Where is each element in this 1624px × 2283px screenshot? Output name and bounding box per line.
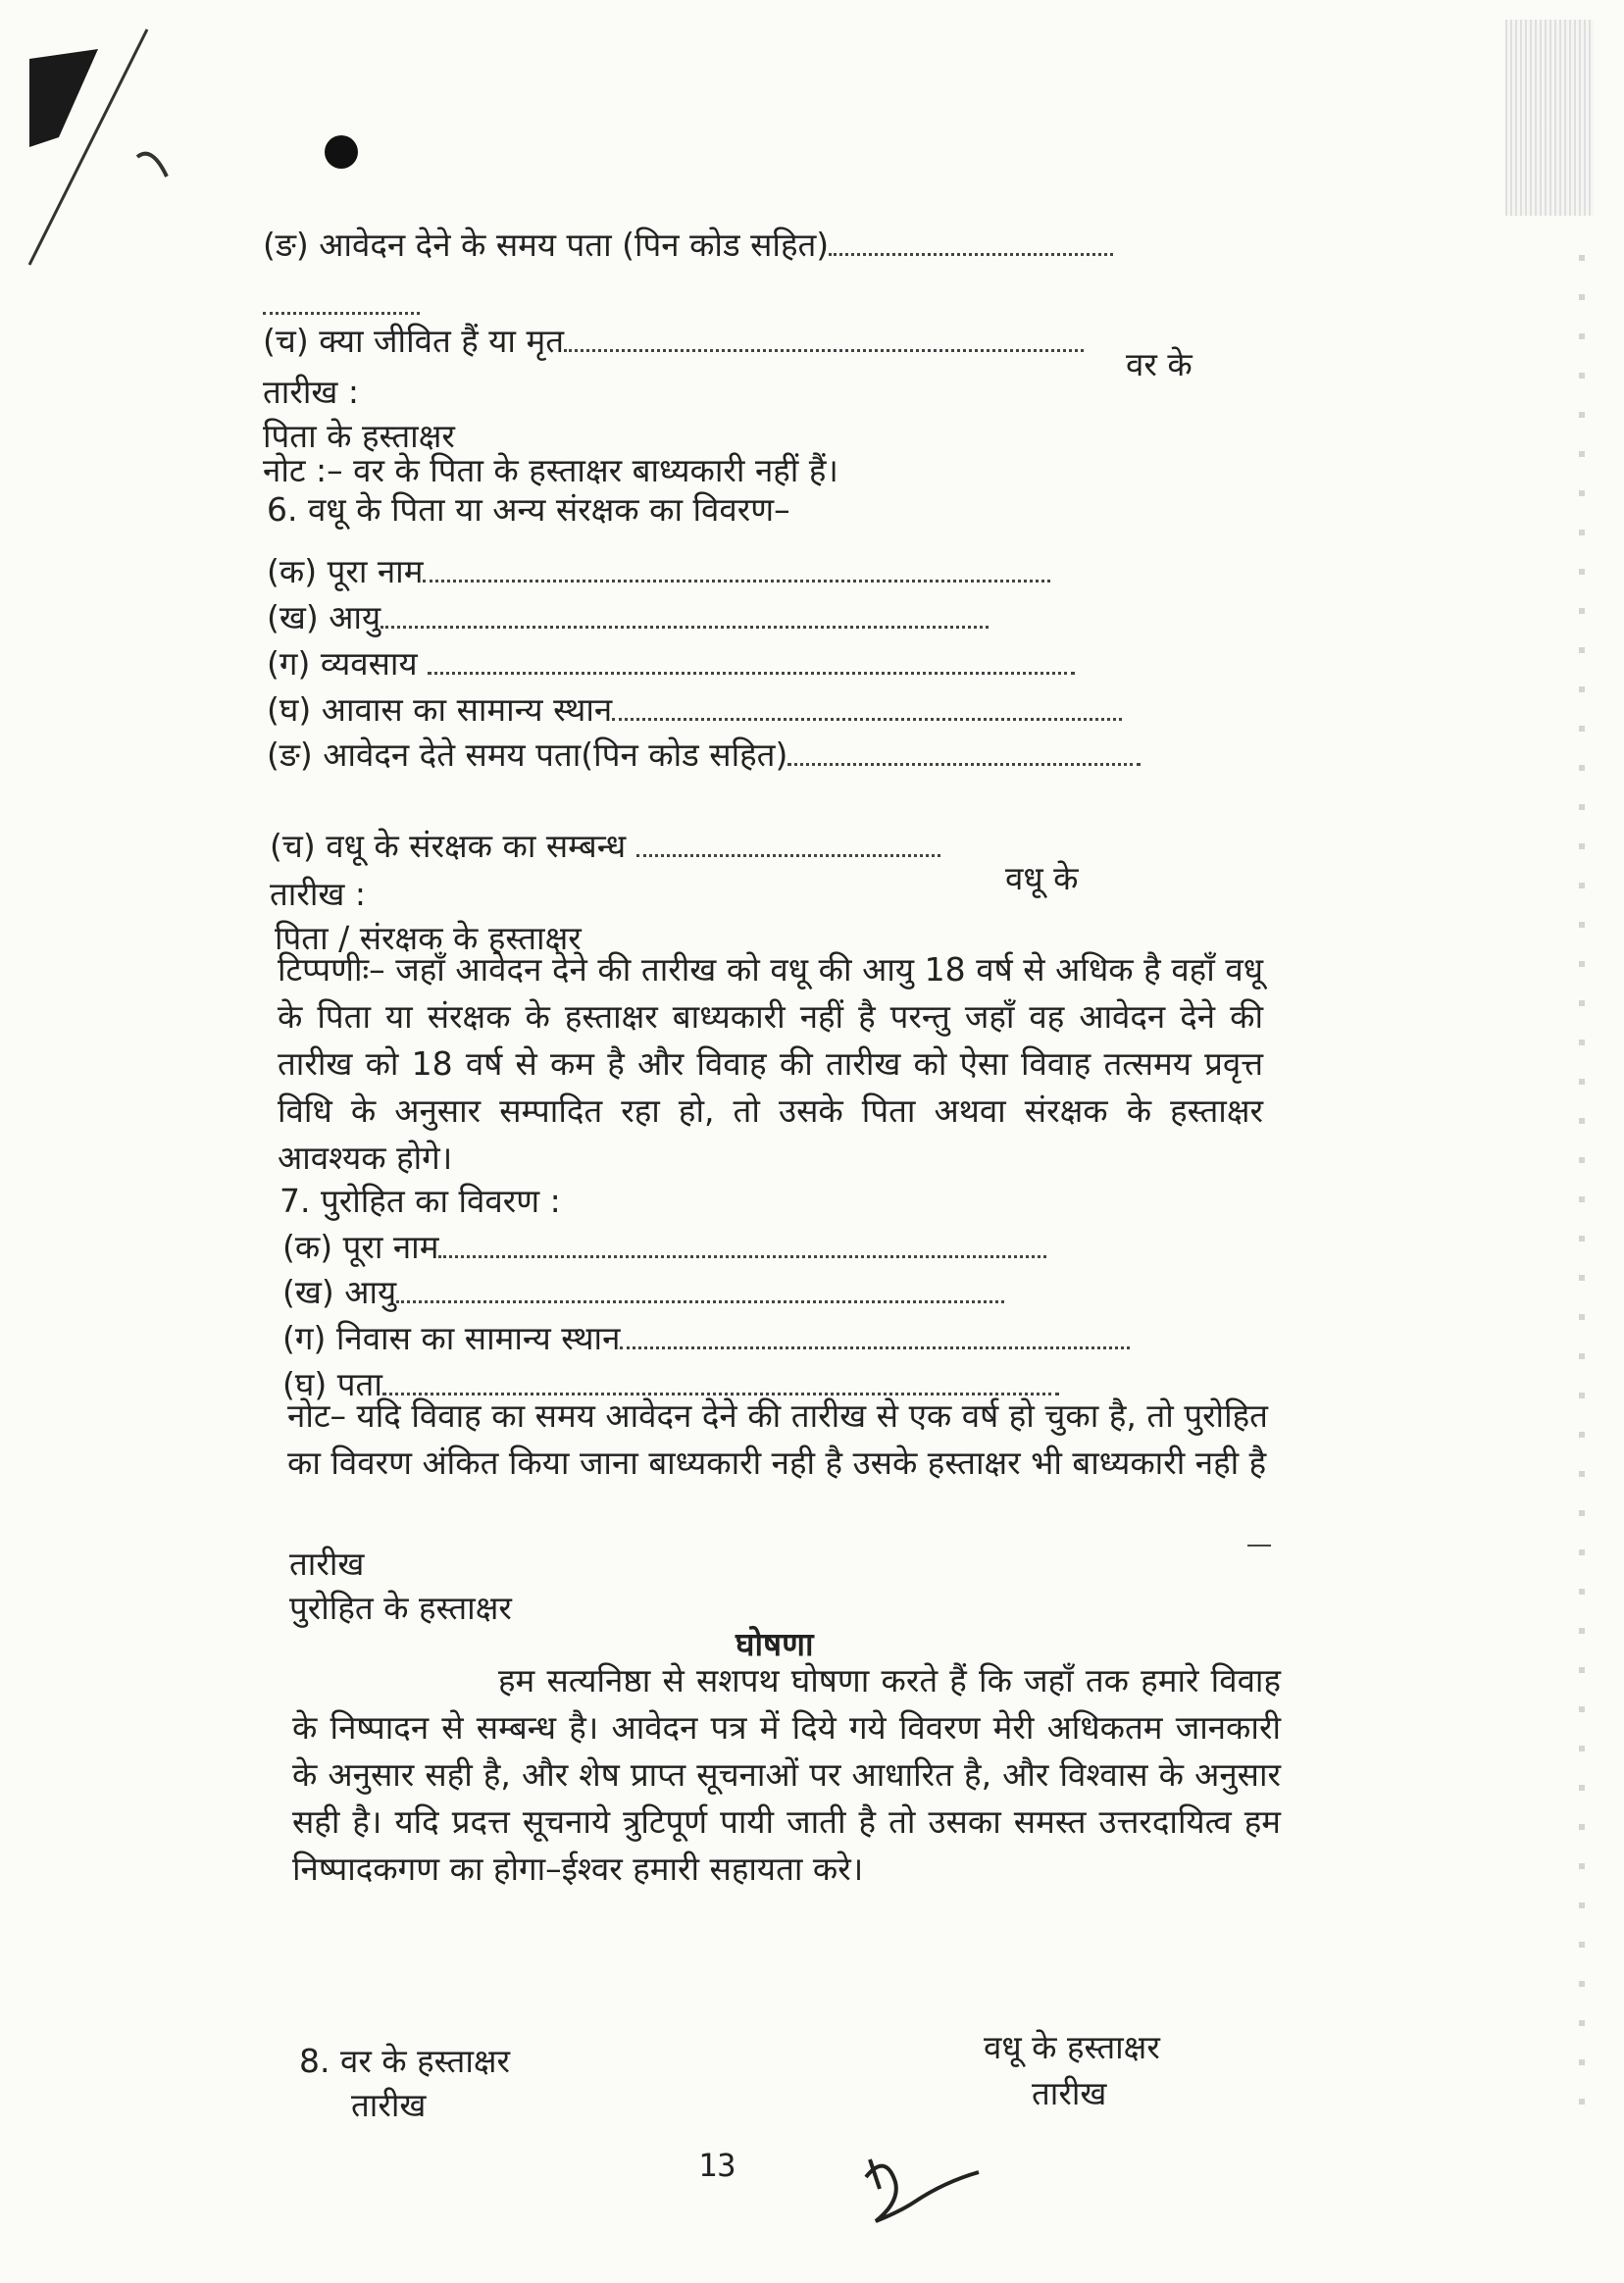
date-label: तारीख : (263, 373, 360, 411)
fill-dots (381, 600, 989, 629)
field-full-name (267, 552, 1050, 591)
fill-dots (564, 324, 1084, 352)
field-residence (267, 690, 1122, 730)
field-label: पता (336, 1365, 382, 1403)
field-label: आवास का सामान्य स्थान (321, 690, 613, 729)
field-prefix: (च) (270, 827, 316, 865)
groom-signature-label: 8. वर के हस्ताक्षर (299, 2042, 511, 2080)
page-number: 13 (698, 2147, 736, 2184)
priest-signature-label: पुरोहित के हस्ताक्षर (289, 1589, 512, 1627)
field-address-bride-guardian (267, 736, 1141, 775)
fill-dots (263, 286, 420, 315)
field-label: व्यवसाय (320, 644, 418, 683)
handwritten-initials (848, 2148, 986, 2236)
field-prefix: (ख) (267, 598, 319, 636)
field-alive-or-dead (263, 322, 1084, 361)
declaration-text: हम सत्यनिष्ठा से सशपथ घोषणा करते हैं कि जहॉं तक हमारे विवाह के निष्पादन से सम्बन्ध है। आवेदन पत्र में दिये गये विवरण मेरी अधिकतम जानकारी के अनुसार सही है, और शेष प्राप्त सूचनाओं पर आधारित है, और विश्वास के अनुसार सही है। यदि प्रदत्त सूचनाये त्रुटिपूर्ण पायी जाती है तो उसका समस्त उत्तरदायित्व हम निष्पादकगण का होगा–ईश्वर हमारी सहायता करे। (292, 1661, 1281, 1888)
fill-dots (636, 829, 940, 857)
field-address-continuation (263, 284, 420, 324)
field-prefix: (घ) (267, 690, 312, 729)
priest-field-age (282, 1273, 1004, 1312)
section-6-heading: 6. वधू के पिता या अन्य संरक्षक का विवरण– (267, 490, 790, 529)
guardian-signature-label: पिता / संरक्षक के हस्ताक्षर (275, 919, 582, 957)
field-occupation (267, 644, 1075, 684)
stray-dash (1247, 1545, 1271, 1547)
field-prefix: (क) (282, 1228, 333, 1266)
priest-date-label: तारीख (289, 1545, 365, 1583)
field-label: आयु (329, 598, 381, 636)
field-label: वधू के संरक्षक का सम्बन्ध (326, 827, 627, 865)
note-groom-father: नोट :– वर के पिता के हस्ताक्षर बाध्यकारी नहीं हैं। (263, 451, 838, 489)
date-label: तारीख : (270, 875, 367, 913)
field-label: आयु (344, 1273, 397, 1311)
field-label: पूरा नाम (342, 1228, 439, 1266)
field-label: निवास का सामान्य स्थान (335, 1319, 621, 1357)
field-label: क्या जीवित हैं या मृत (319, 322, 565, 360)
bride-signature-label: वधू के हस्ताक्षर (984, 2028, 1160, 2066)
field-prefix: (ङ) (267, 736, 313, 774)
fill-dots (438, 1230, 1046, 1258)
field-prefix: (च) (263, 322, 309, 360)
fill-dots (829, 228, 1113, 256)
father-signature-label: पिता के हस्ताक्षर (263, 417, 455, 455)
fill-dots (382, 1367, 1059, 1395)
field-prefix: (क) (267, 552, 318, 590)
field-prefix: (ख) (282, 1273, 334, 1311)
field-prefix: (ङ) (263, 226, 309, 264)
note-priest: नोट– यदि विवाह का समय आवेदन देने की तारीख से एक वर्ष हो चुका है, तो पुरोहित का विवरण अंकित किया जाना बाध्यकारी नही है उसके हस्ताक्षर भी बाध्यकारी नही है (287, 1396, 1268, 1482)
note-bride-guardian: टिप्पणीः– जहॉं आवेदन देने की तारीख को वधू की आयु 18 वर्ष से अधिक है वहॉं वधू के पिता या संरक्षक के हस्ताक्षर बाध्यकारी नहीं है परन्तु जहॉं वह आवेदन देने की तारीख को 18 वर्ष से कम है और विवाह की तारीख को ऐसा विवाह तत्समय प्रवृत्त विधि के अनुसार सम्पादित रहा हो, तो उसके पिता अथवा संरक्षक के हस्ताक्षर आवश्यक होगे। (278, 950, 1263, 1177)
field-label: आवेदन देने के समय पता (पिन कोड सहित) (319, 226, 830, 264)
scan-edge-dots (1579, 255, 1585, 2118)
ink-dot (322, 132, 361, 172)
priest-field-residence (282, 1319, 1130, 1358)
field-prefix: (ग) (267, 644, 311, 683)
field-guardian-relation (270, 827, 940, 866)
fill-dots (612, 692, 1122, 721)
fill-dots (787, 737, 1141, 766)
field-prefix: (घ) (282, 1365, 328, 1403)
field-age (267, 598, 989, 637)
field-label: आवेदन देते समय पता(पिन कोड सहित) (323, 736, 788, 774)
bride-label: वधू के (1005, 859, 1079, 897)
fill-dots (396, 1275, 1004, 1303)
fill-dots (428, 646, 1075, 675)
scan-edge-strip (1505, 20, 1594, 216)
section-7-heading: 7. पुरोहित का विवरण : (279, 1182, 561, 1220)
declaration-heading: घोषणा (736, 1625, 814, 1663)
groom-date-label: तारीख (351, 2086, 427, 2124)
groom-label: वर के (1126, 345, 1193, 383)
fill-dots (423, 554, 1050, 583)
field-address-groom-father (263, 226, 1113, 265)
bride-date-label: तारीख (1032, 2074, 1107, 2112)
fill-dots (620, 1321, 1130, 1349)
field-prefix: (ग) (282, 1319, 327, 1357)
scan-corner-mark (20, 20, 255, 275)
field-label: पूरा नाम (327, 552, 424, 590)
priest-field-full-name (282, 1228, 1046, 1267)
